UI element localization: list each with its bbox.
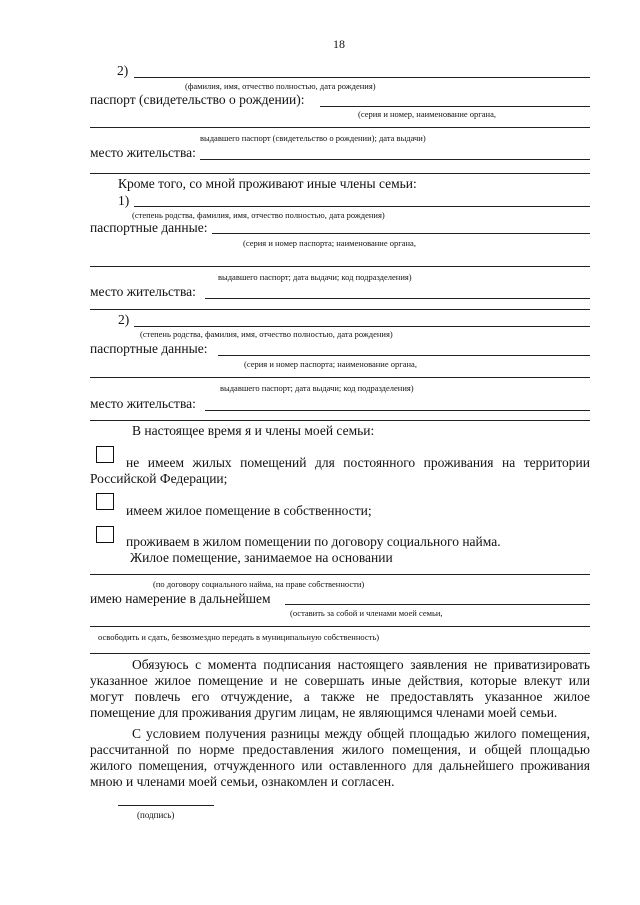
member1-residence-label: место жительства: [90, 284, 196, 299]
member1-passport-label: паспортные данные: [90, 220, 208, 235]
member1-hint-issued: выдавшего паспорт; дата выдачи; код подразделения) [218, 272, 412, 282]
member2-hint-series: (серия и номер паспорта; наименование органа, [244, 359, 417, 369]
member2-passport-line[interactable] [218, 355, 590, 356]
member1-hint: (степень родства, фамилия, имя, отчество полностью, дата рождения) [132, 210, 385, 220]
checkbox-social-rent[interactable] [96, 526, 114, 543]
option-no-housing: не имеем жилых помещений для постоянного проживания на территории [126, 455, 590, 470]
option-social-rent: проживаем в жилом помещении по договору социального найма. [126, 534, 501, 549]
member2-hint-issued: выдавшего паспорт; дата выдачи; код подразделения) [220, 383, 414, 393]
member1-hint-series: (серия и номер паспорта; наименование органа, [243, 238, 416, 248]
member2-passport-label: паспортные данные: [90, 341, 208, 356]
residence-label: место жительства: [90, 145, 196, 160]
passport-label: паспорт (свидетельство о рождении): [90, 92, 305, 107]
member-number-1: 1) [118, 193, 130, 208]
obligation-line-2: указанное жилое помещение и не совершать иные действия, которые влекут или [90, 673, 590, 688]
member1-passport-line[interactable] [212, 233, 590, 234]
intent-line-2[interactable] [90, 626, 590, 627]
basis-line[interactable] [90, 574, 590, 575]
member2-hint: (степень родства, фамилия, имя, отчество полностью, дата рождения) [140, 329, 393, 339]
member-number-2: 2) [118, 312, 130, 327]
basis-label: Жилое помещение, занимаемое на основании [130, 550, 393, 565]
issuer-line[interactable] [90, 127, 590, 128]
full-name-line[interactable] [134, 77, 590, 78]
option-no-housing-cont: Российской Федерации; [90, 471, 228, 486]
hint-series: (серия и номер, наименование органа, [358, 109, 496, 119]
agreement-line-4: мною и членами моей семьи, ознакомлен и согласен. [90, 774, 395, 789]
obligation-line-4: помещение для проживания другим лицам, не являющимся членами моей семьи. [90, 705, 558, 720]
signature-hint: (подпись) [137, 810, 175, 820]
hint-keep: (оставить за собой и членами моей семьи, [290, 608, 443, 618]
checkbox-no-housing[interactable] [96, 446, 114, 463]
option-owned-housing: имеем жилое помещение в собственности; [126, 503, 372, 518]
member1-name-line[interactable] [134, 206, 590, 207]
passport-line[interactable] [320, 106, 590, 107]
intent-label: имею намерение в дальнейшем [90, 591, 271, 606]
intent-line[interactable] [285, 604, 590, 605]
agreement-line-3: жилого помещения, отчужденного или оставленного для дальнейшего проживания [90, 758, 590, 773]
obligation-line-1: Обязуюсь с момента подписания настоящего заявления не приватизировать [132, 657, 590, 672]
page-number: 18 [333, 37, 345, 51]
hint-issued: выдавшего паспорт (свидетельство о рождении); дата выдачи) [200, 133, 426, 143]
hint-full-name: (фамилия, имя, отчество полностью, дата рождения) [185, 81, 376, 91]
member1-residence-line[interactable] [205, 298, 590, 299]
residence-line[interactable] [200, 159, 590, 160]
member2-residence-label: место жительства: [90, 396, 196, 411]
family-intro: Кроме того, со мной проживают иные члены семьи: [118, 176, 417, 191]
hint-basis: (по договору социального найма, на праве собственности) [153, 579, 365, 589]
member2-residence-line-2[interactable] [90, 420, 590, 421]
member1-residence-line-2[interactable] [90, 309, 590, 310]
signature-line[interactable] [118, 805, 214, 806]
member2-name-line[interactable] [134, 326, 590, 327]
item-number-2: 2) [117, 63, 129, 78]
member2-residence-line[interactable] [205, 410, 590, 411]
agreement-line-1: С условием получения разницы между общей площадью жилого помещения, [132, 726, 590, 741]
residence-line-2[interactable] [90, 173, 590, 174]
checkbox-owned-housing[interactable] [96, 493, 114, 510]
member2-issuer-line[interactable] [90, 377, 590, 378]
status-intro: В настоящее время я и члены моей семьи: [132, 423, 375, 438]
member1-issuer-line[interactable] [90, 266, 590, 267]
obligation-line-3: могут повлечь его отчуждение, а также не предоставлять указанное жилое [90, 689, 590, 704]
agreement-line-2: рассчитанной по норме предоставления жилого помещения, и общей площадью [90, 742, 590, 757]
hint-free: освободить и сдать, безвозмездно передать в муниципальную собственность) [98, 632, 380, 642]
intent-line-3[interactable] [90, 653, 590, 654]
